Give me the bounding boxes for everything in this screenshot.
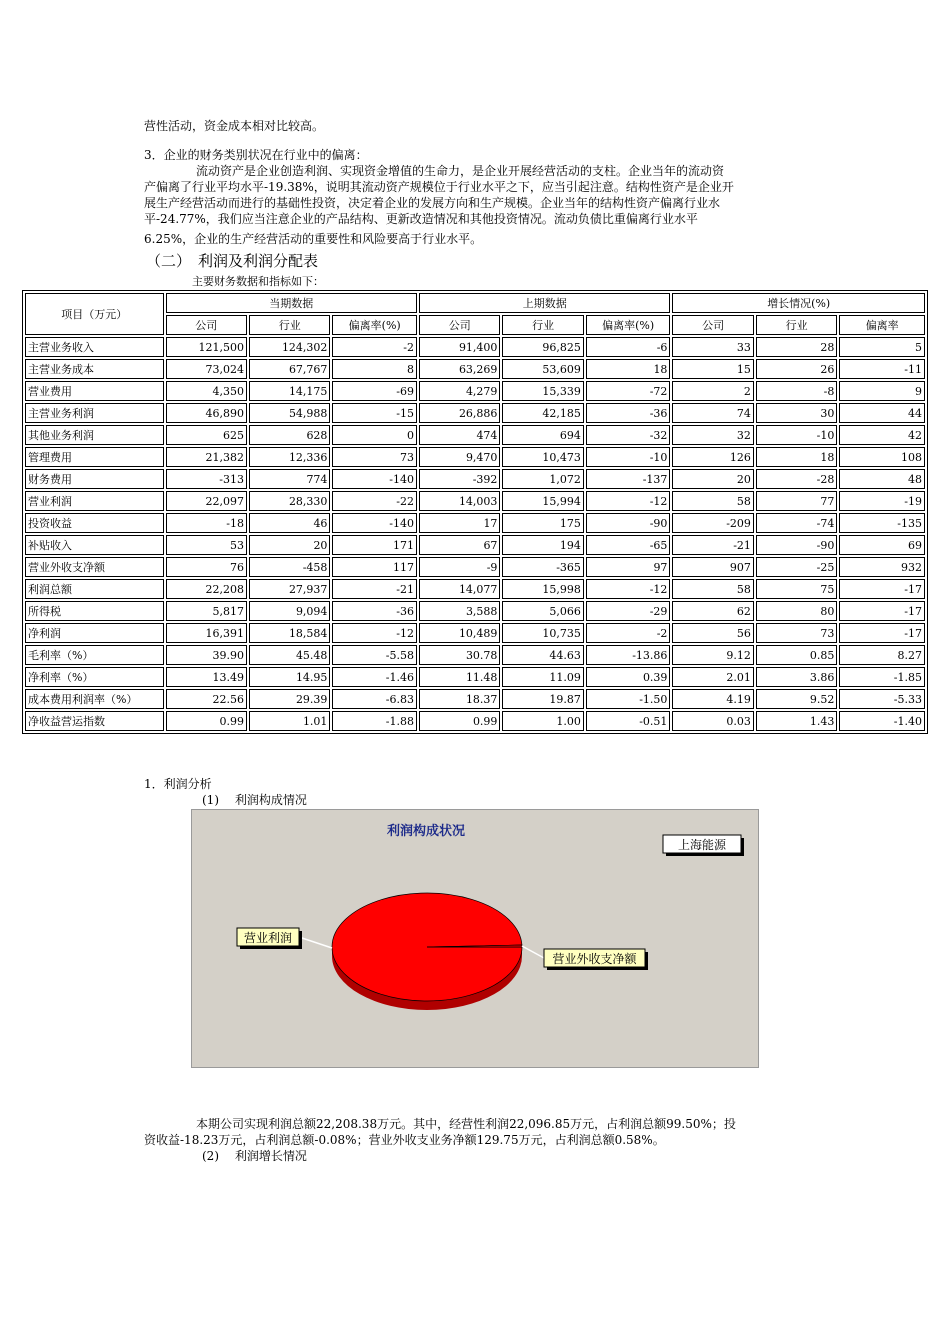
row-label: 净利率（%）	[25, 667, 164, 687]
table-cell: 91,400	[419, 337, 500, 357]
table-cell: 63,269	[419, 359, 500, 379]
subsection-1: (1) 利润构成情况	[202, 793, 307, 807]
table-row	[25, 645, 925, 665]
table-cell: 19.87	[502, 689, 583, 709]
row-label: 管理费用	[25, 447, 164, 467]
table-cell: 3.86	[756, 667, 837, 687]
table-row	[25, 359, 925, 379]
table-row	[25, 381, 925, 401]
table-cell: -365	[502, 557, 583, 577]
legend-label: 上海能源	[677, 838, 727, 852]
row-label: 投资收益	[25, 513, 164, 533]
table-cell: 15,998	[502, 579, 583, 599]
item-header: 项目（万元）	[25, 293, 164, 335]
table-cell: 628	[249, 425, 330, 445]
group-header: 当期数据	[166, 293, 417, 313]
row-label: 主营业务利润	[25, 403, 164, 423]
table-cell: 14,175	[249, 381, 330, 401]
table-cell: -65	[586, 535, 671, 555]
table-cell: 42,185	[502, 403, 583, 423]
table-cell: -1.85	[839, 667, 925, 687]
section-title: 利润及利润分配表	[198, 252, 319, 270]
table-cell: -8	[756, 381, 837, 401]
table-cell: 27,937	[249, 579, 330, 599]
table-cell: 21,382	[166, 447, 247, 467]
row-label: 利润总额	[25, 579, 164, 599]
column-header: 行业	[756, 315, 837, 335]
table-cell: 1,072	[502, 469, 583, 489]
table-cell: 0.85	[756, 645, 837, 665]
row-label: 营业费用	[25, 381, 164, 401]
table-cell: -90	[586, 513, 671, 533]
table-cell: -10	[586, 447, 671, 467]
table-cell: 0.99	[166, 711, 247, 731]
section-number: （二）	[146, 252, 192, 270]
row-label: 毛利率（%）	[25, 645, 164, 665]
table-cell: 14.95	[249, 667, 330, 687]
pie-slices	[332, 893, 522, 1010]
table-cell: 56	[672, 623, 753, 643]
financial-table	[22, 290, 928, 734]
table-cell: 12,336	[249, 447, 330, 467]
table-cell: 80	[756, 601, 837, 621]
table-cell: -2	[586, 623, 671, 643]
table-cell: -1.46	[332, 667, 417, 687]
table-cell: 76	[166, 557, 247, 577]
paragraph-3-line: 6.25%，企业的生产经营活动的重要性和风险要高于行业水平。	[144, 232, 483, 246]
table-cell: 73	[756, 623, 837, 643]
table-cell: 44.63	[502, 645, 583, 665]
paragraph-3-heading: 3．企业的财务类别状况在行业中的偏离：	[144, 148, 368, 162]
table-cell: 1.01	[249, 711, 330, 731]
row-label: 主营业务成本	[25, 359, 164, 379]
table-cell: 3,588	[419, 601, 500, 621]
table-cell: 20	[249, 535, 330, 555]
table-cell: 11.48	[419, 667, 500, 687]
row-label: 营业外收支净额	[25, 557, 164, 577]
table-cell: 28	[756, 337, 837, 357]
table-cell: 28,330	[249, 491, 330, 511]
table-cell: 10,489	[419, 623, 500, 643]
table-cell: 9.52	[756, 689, 837, 709]
table-cell: 45.48	[249, 645, 330, 665]
table-cell: 4.19	[672, 689, 753, 709]
table-row	[25, 711, 925, 731]
section-heading	[146, 250, 318, 271]
table-row	[25, 425, 925, 445]
table-cell: -5.58	[332, 645, 417, 665]
table-cell: 13.49	[166, 667, 247, 687]
row-label: 成本费用利润率（%）	[25, 689, 164, 709]
table-cell: 9,094	[249, 601, 330, 621]
table-cell: 8	[332, 359, 417, 379]
table-cell: 74	[672, 403, 753, 423]
table-cell: 9	[839, 381, 925, 401]
table-cell: -11	[839, 359, 925, 379]
table-cell: -74	[756, 513, 837, 533]
chart-legend	[663, 835, 744, 856]
table-cell: -135	[839, 513, 925, 533]
table-cell: -140	[332, 513, 417, 533]
pie-chart-svg	[192, 810, 758, 1067]
table-cell: -1.88	[332, 711, 417, 731]
slice-label: 营业利润	[243, 931, 293, 945]
table-cell: -1.50	[586, 689, 671, 709]
table-cell: 1.43	[756, 711, 837, 731]
table-cell: 97	[586, 557, 671, 577]
table-cell: 9.12	[672, 645, 753, 665]
table-cell: 625	[166, 425, 247, 445]
table-cell: -137	[586, 469, 671, 489]
table-cell: -458	[249, 557, 330, 577]
table-cell: -32	[586, 425, 671, 445]
column-header: 公司	[672, 315, 753, 335]
table-cell: 0.39	[586, 667, 671, 687]
table-cell: -0.51	[586, 711, 671, 731]
table-cell: 26	[756, 359, 837, 379]
table-cell: -25	[756, 557, 837, 577]
table-cell: 11.09	[502, 667, 583, 687]
table-cell: 16,391	[166, 623, 247, 643]
label-leader-line	[522, 946, 544, 958]
paragraph-top: 营性活动，资金成本相对比较高。	[144, 119, 325, 133]
table-cell: 33	[672, 337, 753, 357]
table-cell: 22.56	[166, 689, 247, 709]
table-cell: 44	[839, 403, 925, 423]
table-cell: 5	[839, 337, 925, 357]
table-cell: -28	[756, 469, 837, 489]
table-cell: 5,066	[502, 601, 583, 621]
table-cell: -21	[672, 535, 753, 555]
column-header: 偏离率(%)	[586, 315, 671, 335]
table-row	[25, 337, 925, 357]
table-cell: 22,208	[166, 579, 247, 599]
table-cell: -69	[332, 381, 417, 401]
table-cell: -22	[332, 491, 417, 511]
group-header: 上期数据	[419, 293, 670, 313]
table-cell: -2	[332, 337, 417, 357]
table-cell: -9	[419, 557, 500, 577]
table-cell: 18,584	[249, 623, 330, 643]
table-cell: -17	[839, 623, 925, 643]
table-cell: -12	[332, 623, 417, 643]
label-leader-line	[299, 937, 332, 948]
table-cell: 26,886	[419, 403, 500, 423]
table-cell: 67,767	[249, 359, 330, 379]
table-cell: 171	[332, 535, 417, 555]
table-cell: 5,817	[166, 601, 247, 621]
table-cell: 932	[839, 557, 925, 577]
table-row	[25, 689, 925, 709]
table-cell: 14,077	[419, 579, 500, 599]
table-cell: 15	[672, 359, 753, 379]
table-cell: 73	[332, 447, 417, 467]
table-cell: 14,003	[419, 491, 500, 511]
table-cell: 117	[332, 557, 417, 577]
table-row	[25, 403, 925, 423]
table-cell: 62	[672, 601, 753, 621]
table-cell: -313	[166, 469, 247, 489]
row-label: 净收益营运指数	[25, 711, 164, 731]
column-header: 公司	[166, 315, 247, 335]
table-cell: 9,470	[419, 447, 500, 467]
table-row	[25, 557, 925, 577]
table-cell: 67	[419, 535, 500, 555]
table-cell: -72	[586, 381, 671, 401]
table-row	[25, 447, 925, 467]
table-cell: -36	[332, 601, 417, 621]
table-cell: 2	[672, 381, 753, 401]
row-label: 所得税	[25, 601, 164, 621]
table-row	[25, 601, 925, 621]
table-cell: 29.39	[249, 689, 330, 709]
table-cell: 4,350	[166, 381, 247, 401]
table-caption: 主要财务数据和指标如下：	[192, 275, 324, 288]
table-row	[25, 667, 925, 687]
table-cell: 10,735	[502, 623, 583, 643]
table-cell: -18	[166, 513, 247, 533]
table-cell: 194	[502, 535, 583, 555]
chart-title: 利润构成状况	[386, 824, 466, 839]
table-cell: -21	[332, 579, 417, 599]
row-label: 补贴收入	[25, 535, 164, 555]
table-cell: 32	[672, 425, 753, 445]
row-label: 主营业务收入	[25, 337, 164, 357]
column-header: 行业	[502, 315, 583, 335]
table-cell: 75	[756, 579, 837, 599]
table-cell: 73,024	[166, 359, 247, 379]
profit-pie-chart	[191, 809, 759, 1068]
table-cell: 15,339	[502, 381, 583, 401]
table-cell: -12	[586, 579, 671, 599]
table-cell: -29	[586, 601, 671, 621]
table-cell: -17	[839, 579, 925, 599]
table-cell: 8.27	[839, 645, 925, 665]
table-cell: 30.78	[419, 645, 500, 665]
table-cell: -12	[586, 491, 671, 511]
table-cell: 77	[756, 491, 837, 511]
paragraph-3-line: 流动资产是企业创造利润、实现资金增值的生命力，是企业开展经营活动的支柱。企业当年的流动资	[196, 164, 725, 178]
table-cell: 15,994	[502, 491, 583, 511]
table-cell: 1.00	[502, 711, 583, 731]
table-cell: 124,302	[249, 337, 330, 357]
table-cell: 58	[672, 491, 753, 511]
table-cell: -140	[332, 469, 417, 489]
table-cell: -10	[756, 425, 837, 445]
row-label: 净利润	[25, 623, 164, 643]
table-cell: 0.99	[419, 711, 500, 731]
table-cell: 42	[839, 425, 925, 445]
table-cell: 2.01	[672, 667, 753, 687]
group-header: 增长情况(%)	[672, 293, 925, 313]
table-cell: 10,473	[502, 447, 583, 467]
paragraph-3-line: 平-24.77%，我们应当注意企业的产品结构、更新改造情况和其他投资情况。流动负债比重偏离行业水平	[144, 212, 698, 226]
table-cell: -17	[839, 601, 925, 621]
table-cell: -15	[332, 403, 417, 423]
table-cell: -19	[839, 491, 925, 511]
table-cell: -209	[672, 513, 753, 533]
paragraph-3-line: 展生产经营活动而进行的基础性投资，决定着企业的发展方向和生产规模。企业当年的结构性资产偏离行业水	[144, 196, 721, 210]
table-cell: 907	[672, 557, 753, 577]
column-header: 行业	[249, 315, 330, 335]
row-label: 其他业务利润	[25, 425, 164, 445]
table-cell: -36	[586, 403, 671, 423]
table-cell: -13.86	[586, 645, 671, 665]
table-cell: -5.33	[839, 689, 925, 709]
table-cell: 18	[756, 447, 837, 467]
table-cell: -90	[756, 535, 837, 555]
table-cell: 58	[672, 579, 753, 599]
column-header: 公司	[419, 315, 500, 335]
table-cell: -1.40	[839, 711, 925, 731]
table-row	[25, 623, 925, 643]
table-body	[25, 337, 925, 731]
analysis-heading: 1．利润分析	[144, 777, 212, 791]
table-cell: 474	[419, 425, 500, 445]
table-cell: 175	[502, 513, 583, 533]
table-cell: 96,825	[502, 337, 583, 357]
summary-line: 本期公司实现利润总额22,208.38万元。其中，经营性利润22,096.85万元，占利润总额99.50%；投	[196, 1117, 736, 1131]
table-cell: 20	[672, 469, 753, 489]
table-cell: 69	[839, 535, 925, 555]
row-label: 财务费用	[25, 469, 164, 489]
table-cell: 694	[502, 425, 583, 445]
column-header: 偏离率(%)	[332, 315, 417, 335]
table-cell: 774	[249, 469, 330, 489]
table-cell: 0.03	[672, 711, 753, 731]
table-row	[25, 469, 925, 489]
subsection-2: (2) 利润增长情况	[202, 1149, 307, 1163]
table-cell: 22,097	[166, 491, 247, 511]
table-cell: 18	[586, 359, 671, 379]
table-cell: 48	[839, 469, 925, 489]
table-cell: 46	[249, 513, 330, 533]
table-cell: 54,988	[249, 403, 330, 423]
table-row	[25, 491, 925, 511]
table-cell: -6.83	[332, 689, 417, 709]
table-cell: 30	[756, 403, 837, 423]
slice-label: 营业外收支净额	[552, 952, 637, 966]
table-cell: 53,609	[502, 359, 583, 379]
table-cell: 4,279	[419, 381, 500, 401]
table-cell: 53	[166, 535, 247, 555]
table-cell: -6	[586, 337, 671, 357]
table-cell: 121,500	[166, 337, 247, 357]
table-cell: 108	[839, 447, 925, 467]
table-row	[25, 579, 925, 599]
table-cell: 39.90	[166, 645, 247, 665]
table-cell: 0	[332, 425, 417, 445]
table-row	[25, 535, 925, 555]
summary-line: 资收益-18.23万元，占利润总额-0.08%；营业外收支业务净额129.75万元，占利润总额0.58%。	[144, 1133, 665, 1147]
table-cell: 17	[419, 513, 500, 533]
table-cell: 46,890	[166, 403, 247, 423]
table-cell: 18.37	[419, 689, 500, 709]
paragraph-3-line: 产偏离了行业平均水平-19.38%，说明其流动资产规模位于行业水平之下，应当引起注意。结构性资产是企业开	[144, 180, 734, 194]
table-cell: -392	[419, 469, 500, 489]
table-cell: 126	[672, 447, 753, 467]
row-label: 营业利润	[25, 491, 164, 511]
column-header: 偏离率	[839, 315, 925, 335]
table-row	[25, 513, 925, 533]
